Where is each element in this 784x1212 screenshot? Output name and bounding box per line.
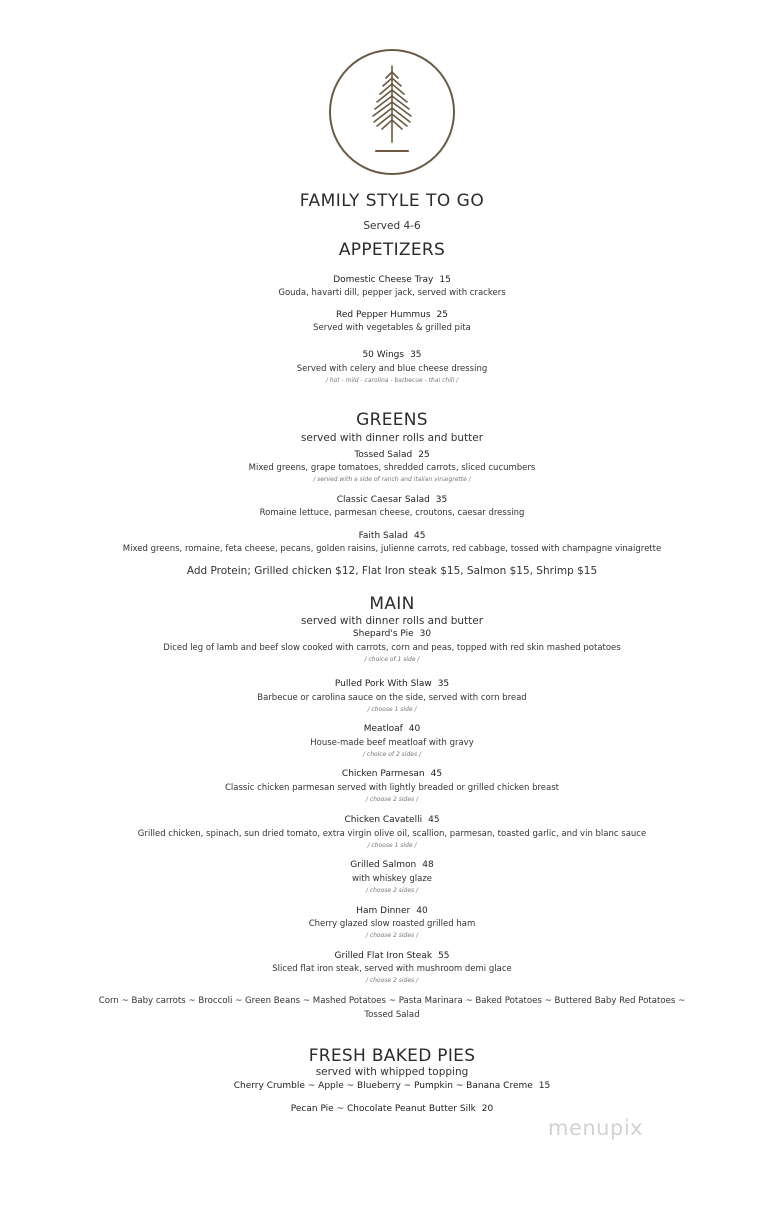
menu-item-name: Faith Salad 45 — [358, 531, 426, 541]
menu-item-desc: Served with celery and blue cheese dressing — [296, 364, 488, 374]
menu-item-name: Meatloaf 40 — [363, 724, 421, 734]
pine-branch-icon — [328, 48, 456, 176]
menu-item-note: / served with a side of ranch and italian vinaigrette / — [313, 476, 471, 483]
menu-item-name: 50 Wings 35 — [362, 350, 422, 360]
served-note: Served 4-6 — [363, 220, 421, 232]
menu-item-desc: Romaine lettuce, parmesan cheese, croutons, caesar dressing — [259, 508, 525, 518]
menu-item-note: / choose 1 side / — [367, 706, 417, 713]
menu-item-desc: Cherry glazed slow roasted grilled ham — [308, 919, 476, 929]
menu-item-desc: Served with vegetables & grilled pita — [313, 323, 471, 333]
menu-item-desc: Diced leg of lamb and beef slow cooked with carrots, corn and peas, topped with red skin mashed potatoes — [163, 643, 621, 653]
menu-item-desc: Mixed greens, romaine, feta cheese, pecans, golden raisins, julienne carrots, red cabbage, tossed with champagne vinaigrette — [122, 544, 662, 554]
menu-item-note: / choose 2 sides / — [365, 887, 419, 894]
menu-item-desc: Classic chicken parmesan served with lightly breaded or grilled chicken breast — [225, 783, 559, 793]
menu-item-desc: Grilled chicken, spinach, sun dried tomato, extra virgin olive oil, scallion, parmesan, toasted garlic, and vin blanc sauce — [137, 829, 647, 839]
menu-item-note: / choice of 1 side / — [364, 656, 420, 663]
menu-item-desc: Sliced flat iron steak, served with mushroom demi glace — [272, 964, 512, 974]
section-subtitle: served with dinner rolls and butter — [300, 432, 484, 444]
menu-item-note: / hot - mild - carolina - barbecue - thai chili / — [325, 377, 459, 384]
page-title: FAMILY STYLE TO GO — [299, 191, 485, 211]
section-subtitle: served with whipped topping — [315, 1066, 469, 1078]
menu-item-name: Red Pepper Hummus 25 — [336, 310, 448, 320]
menu-item-name: Grilled Salmon 48 — [350, 860, 434, 870]
menu-item-name: Tossed Salad 25 — [354, 450, 430, 460]
menu-item-name: Pulled Pork With Slaw 35 — [334, 679, 450, 689]
section-heading-pies: FRESH BAKED PIES — [308, 1046, 476, 1066]
menu-item-name: Pecan Pie ~ Chocolate Peanut Butter Silk 20 — [290, 1104, 494, 1114]
section-heading-appetizers: APPETIZERS — [338, 240, 446, 260]
menu-item-desc: House-made beef meatloaf with gravy — [310, 738, 474, 748]
menu-item-note: / choose 1 side / — [367, 842, 417, 849]
menu-item-desc: with whiskey glaze — [351, 874, 433, 884]
menu-item-name: Grilled Flat Iron Steak 55 — [334, 951, 450, 961]
menu-item-name: Chicken Parmesan 45 — [341, 769, 443, 779]
section-subtitle: served with dinner rolls and butter — [300, 615, 484, 627]
menu-item-desc: Mixed greens, grape tomatoes, shredded carrots, sliced cucumbers — [248, 463, 536, 473]
menu-item-name: Shepard's Pie 30 — [352, 629, 432, 639]
menu-item-desc: Gouda, havarti dill, pepper jack, served with crackers — [278, 288, 506, 298]
menu-item-name: Ham Dinner 40 — [356, 906, 428, 916]
menu-item-note: / choose 2 sides / — [365, 932, 419, 939]
sides-list: Corn ~ Baby carrots ~ Broccoli ~ Green Beans ~ Mashed Potatoes ~ Pasta Marinara ~ Baked Potatoes ~ Buttered Baby Red Potatoes ~ — [98, 996, 686, 1006]
section-heading-main: MAIN — [369, 594, 415, 614]
menu-item-note: / choose 2 sides / — [365, 796, 419, 803]
menu-item-name: Cherry Crumble ~ Apple ~ Blueberry ~ Pumpkin ~ Banana Creme 15 — [233, 1081, 551, 1091]
sides-list-continued: Tossed Salad — [364, 1010, 420, 1020]
menu-item-desc: Barbecue or carolina sauce on the side, served with corn bread — [257, 693, 527, 703]
menu-item-name: Chicken Cavatelli 45 — [344, 815, 440, 825]
section-heading-greens: GREENS — [356, 410, 428, 430]
add-protein-note: Add Protein; Grilled chicken $12, Flat Iron steak $15, Salmon $15, Shrimp $15 — [186, 565, 598, 577]
menu-item-name: Domestic Cheese Tray 15 — [333, 275, 451, 285]
menupix-watermark: menupix — [548, 1116, 644, 1140]
menu-item-note: / choose 2 sides / — [365, 977, 419, 984]
menu-item-name: Classic Caesar Salad 35 — [336, 495, 448, 505]
menu-item-note: / choice of 2 sides / — [362, 751, 422, 758]
